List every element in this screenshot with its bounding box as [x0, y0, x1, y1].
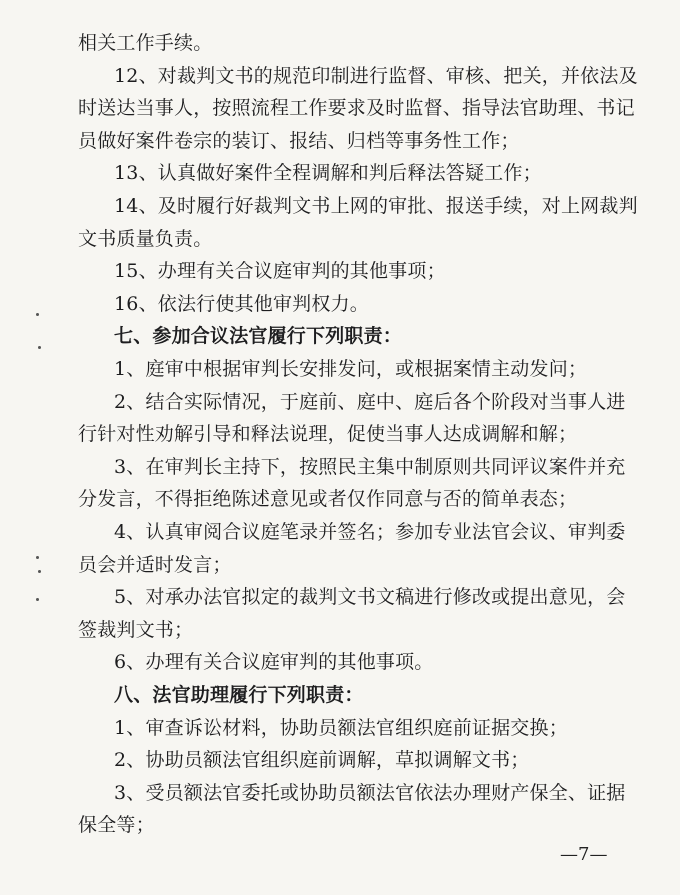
text-line: 3、受员额法官委托或协助员额法官依法办理财产保全、证据: [114, 781, 626, 804]
text-line: 2、结合实际情况，于庭前、庭中、庭后各个阶段对当事人进: [114, 390, 626, 413]
text-line: 6、办理有关合议庭审判的其他事项。: [114, 651, 434, 674]
text-line: 保全等；: [78, 814, 155, 837]
section-heading: 七、参加合议法官履行下列职责：: [114, 325, 403, 348]
text-line: 时送达当事人，按照流程工作要求及时监督、指导法官助理、书记: [78, 97, 635, 120]
scan-speck: [38, 570, 41, 573]
page-number: —7—: [560, 844, 608, 865]
text-line: 1、审查诉讼材料，协助员额法官组织庭前证据交换；: [114, 716, 568, 739]
section-heading: 八、法官助理履行下列职责：: [114, 684, 364, 706]
text-line: 13、认真做好案件全程调解和判后释法答疑工作；: [114, 162, 542, 185]
text-line: 3、在审判长主持下，按照民主集中制原则共同评议案件并充: [114, 455, 626, 478]
text-line: 4、认真审阅合议庭笔录并签名；参加专业法官会议、审判委: [114, 521, 626, 543]
scan-speck: [38, 346, 41, 349]
text-line: 分发言，不得拒绝陈述意见或者仅作同意与否的简单表态；: [78, 488, 578, 511]
scan-speck: [36, 556, 39, 559]
text-line: 2、协助员额法官组织庭前调解，草拟调解文书；: [114, 749, 530, 772]
scan-speck: [36, 598, 39, 601]
text-line: 15、办理有关合议庭审判的其他事项；: [114, 260, 446, 283]
text-line: 5、对承办法官拟定的裁判文书文稿进行修改或提出意见，会: [114, 586, 626, 609]
text-line: 14、及时履行好裁判文书上网的审批、报送手续，对上网裁判: [114, 195, 638, 217]
text-line: 12、对裁判文书的规范印制进行监督、审核、把关，并依法及: [114, 64, 638, 87]
text-line: 行针对性劝解引导和释法说理，促使当事人达成调解和解；: [78, 423, 578, 446]
text-line: 1、庭审中根据审判长安排发问，或根据案情主动发问；: [114, 358, 588, 380]
text-line: 员做好案件卷宗的装订、报结、归档等事务性工作；: [78, 129, 520, 152]
text-line: 文书质量负责。: [78, 227, 213, 250]
text-line: 相关工作手续。: [78, 32, 213, 54]
text-line: 签裁判文书；: [78, 618, 194, 641]
text-line: 16、依法行使其他审判权力。: [114, 292, 369, 315]
text-line: 员会并适时发言；: [78, 553, 232, 576]
scan-speck: [36, 313, 39, 316]
